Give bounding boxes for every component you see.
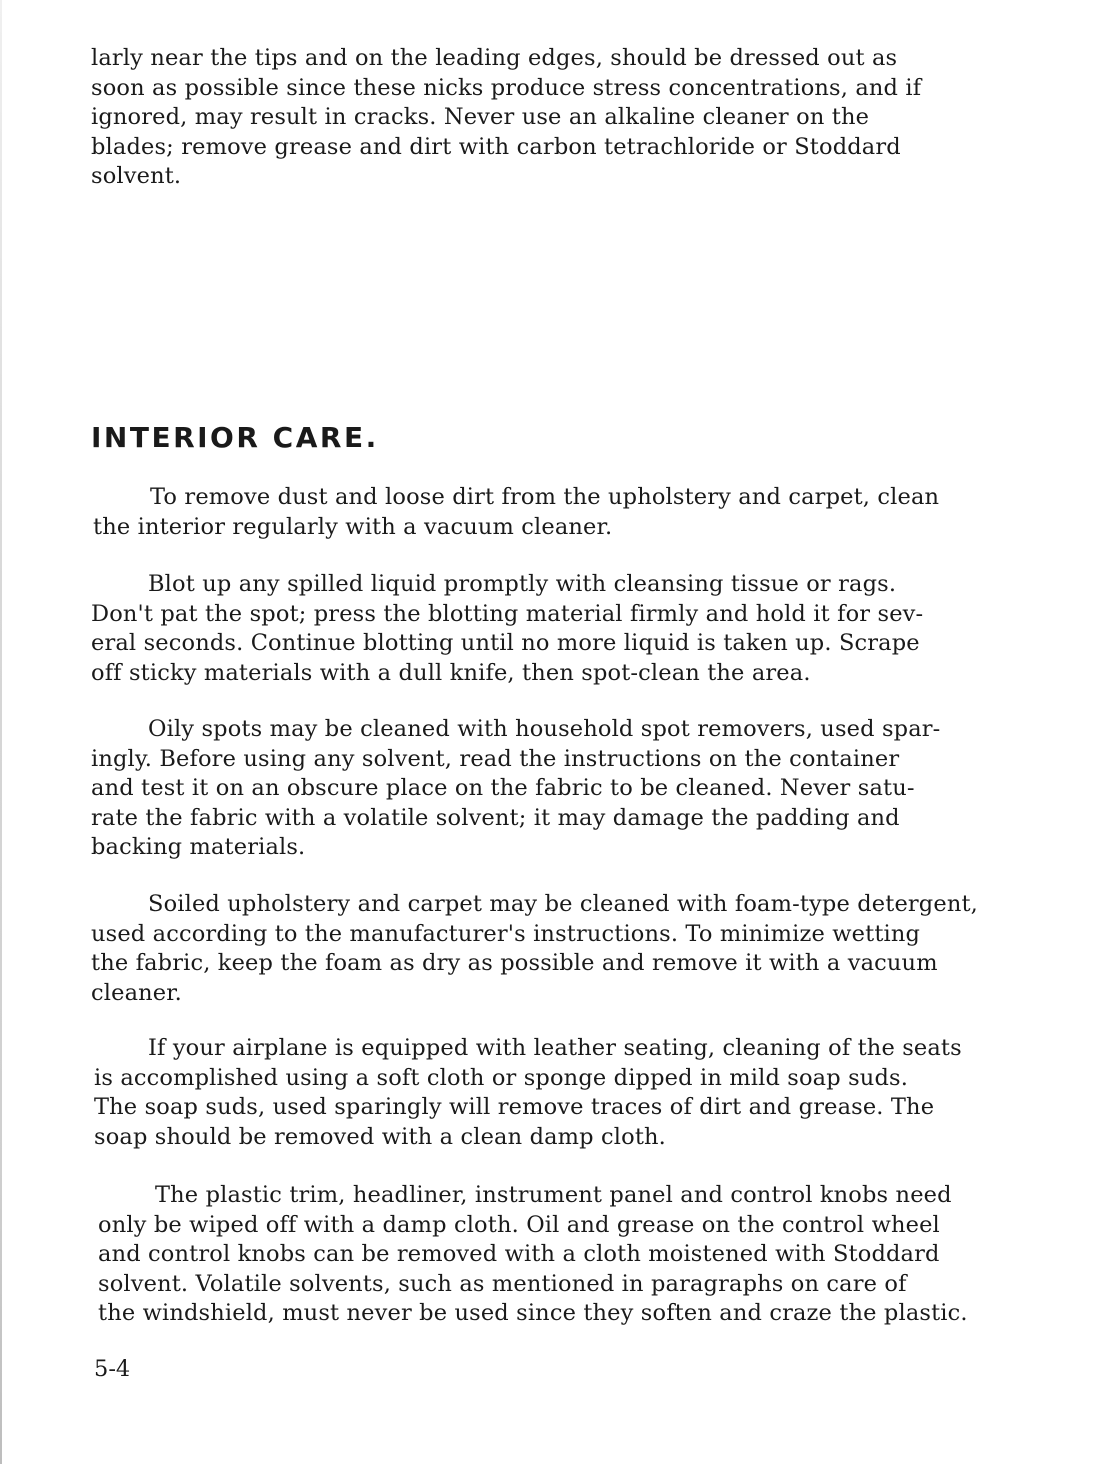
paragraph-line: rate the fabric with a volatile solvent; it may damage the padding and [91,804,900,831]
paragraph-line: backing materials. [91,834,306,860]
paragraph-line: blades; remove grease and dirt with carbon tetrachloride or Stoddard [91,133,901,160]
page-edge [0,0,2,1464]
paragraph-line: Don't pat the spot; press the blotting material firmly and hold it for sev- [91,600,924,627]
paragraph-line: The soap suds, used sparingly will remove traces of dirt and grease. The [94,1094,935,1120]
paragraph-foam-detergent [91,890,978,1008]
paragraph-line: and control knobs can be removed with a cloth moistened with Stoddard [98,1241,940,1267]
paragraph-line: used according to the manufacturer's instructions. To minimize wetting [91,920,921,947]
paragraph-line: To remove dust and loose dirt from the upholstery and carpet, clean [150,484,940,510]
paragraph-line: the interior regularly with a vacuum cleaner. [93,513,613,540]
paragraph-line: ingly. Before using any solvent, read the instructions on the container [91,745,900,772]
section-heading: INTERIOR CARE. [91,421,379,454]
paragraph-line: The plastic trim, headliner, instrument panel and control knobs need [155,1182,952,1208]
paragraph-line: Blot up any spilled liquid promptly with cleansing tissue or rags. [148,571,897,597]
paragraph-plastic-trim [98,1181,968,1329]
paragraph-vacuum [93,483,939,542]
paragraph-line: is accomplished using a soft cloth or sponge dipped in mild soap suds. [94,1064,908,1091]
paragraph-line: solvent. [91,163,182,189]
intro-paragraph [91,44,921,192]
paragraph-line: solvent. Volatile solvents, such as mentioned in paragraphs on care of [98,1270,907,1297]
paragraph-line: eral seconds. Continue blotting until no more liquid is taken up. Scrape [91,630,920,656]
paragraph-line: soap should be removed with a clean damp cloth. [94,1123,666,1150]
paragraph-line: If your airplane is equipped with leather seating, cleaning of the seats [148,1035,962,1061]
paragraph-line: Soiled upholstery and carpet may be cleaned with foam-type detergent, [148,891,978,917]
paragraph-leather-seating [94,1034,962,1152]
page-number: 5-4 [94,1356,131,1382]
paragraph-line: ignored, may result in cracks. Never use an alkaline cleaner on the [91,104,870,130]
paragraph-line: only be wiped off with a damp cloth. Oil and grease on the control wheel [98,1211,940,1238]
paragraph-line: off sticky materials with a dull knife, then spot-clean the area. [91,659,811,686]
paragraph-line: soon as possible since these nicks produce stress concentrations, and if [91,74,922,101]
paragraph-oily-spots [91,715,940,863]
paragraph-line: larly near the tips and on the leading edges, should be dressed out as [91,45,898,71]
paragraph-line: the fabric, keep the foam as dry as possible and remove it with a vacuum [91,950,938,976]
paragraph-line: and test it on an obscure place on the fabric to be cleaned. Never satu- [91,775,915,801]
paragraph-line: cleaner. [91,979,182,1006]
paragraph-spills [91,570,923,688]
paragraph-line: Oily spots may be cleaned with household spot removers, used spar- [148,716,941,742]
paragraph-line: the windshield, must never be used since they soften and craze the plastic. [98,1300,968,1326]
